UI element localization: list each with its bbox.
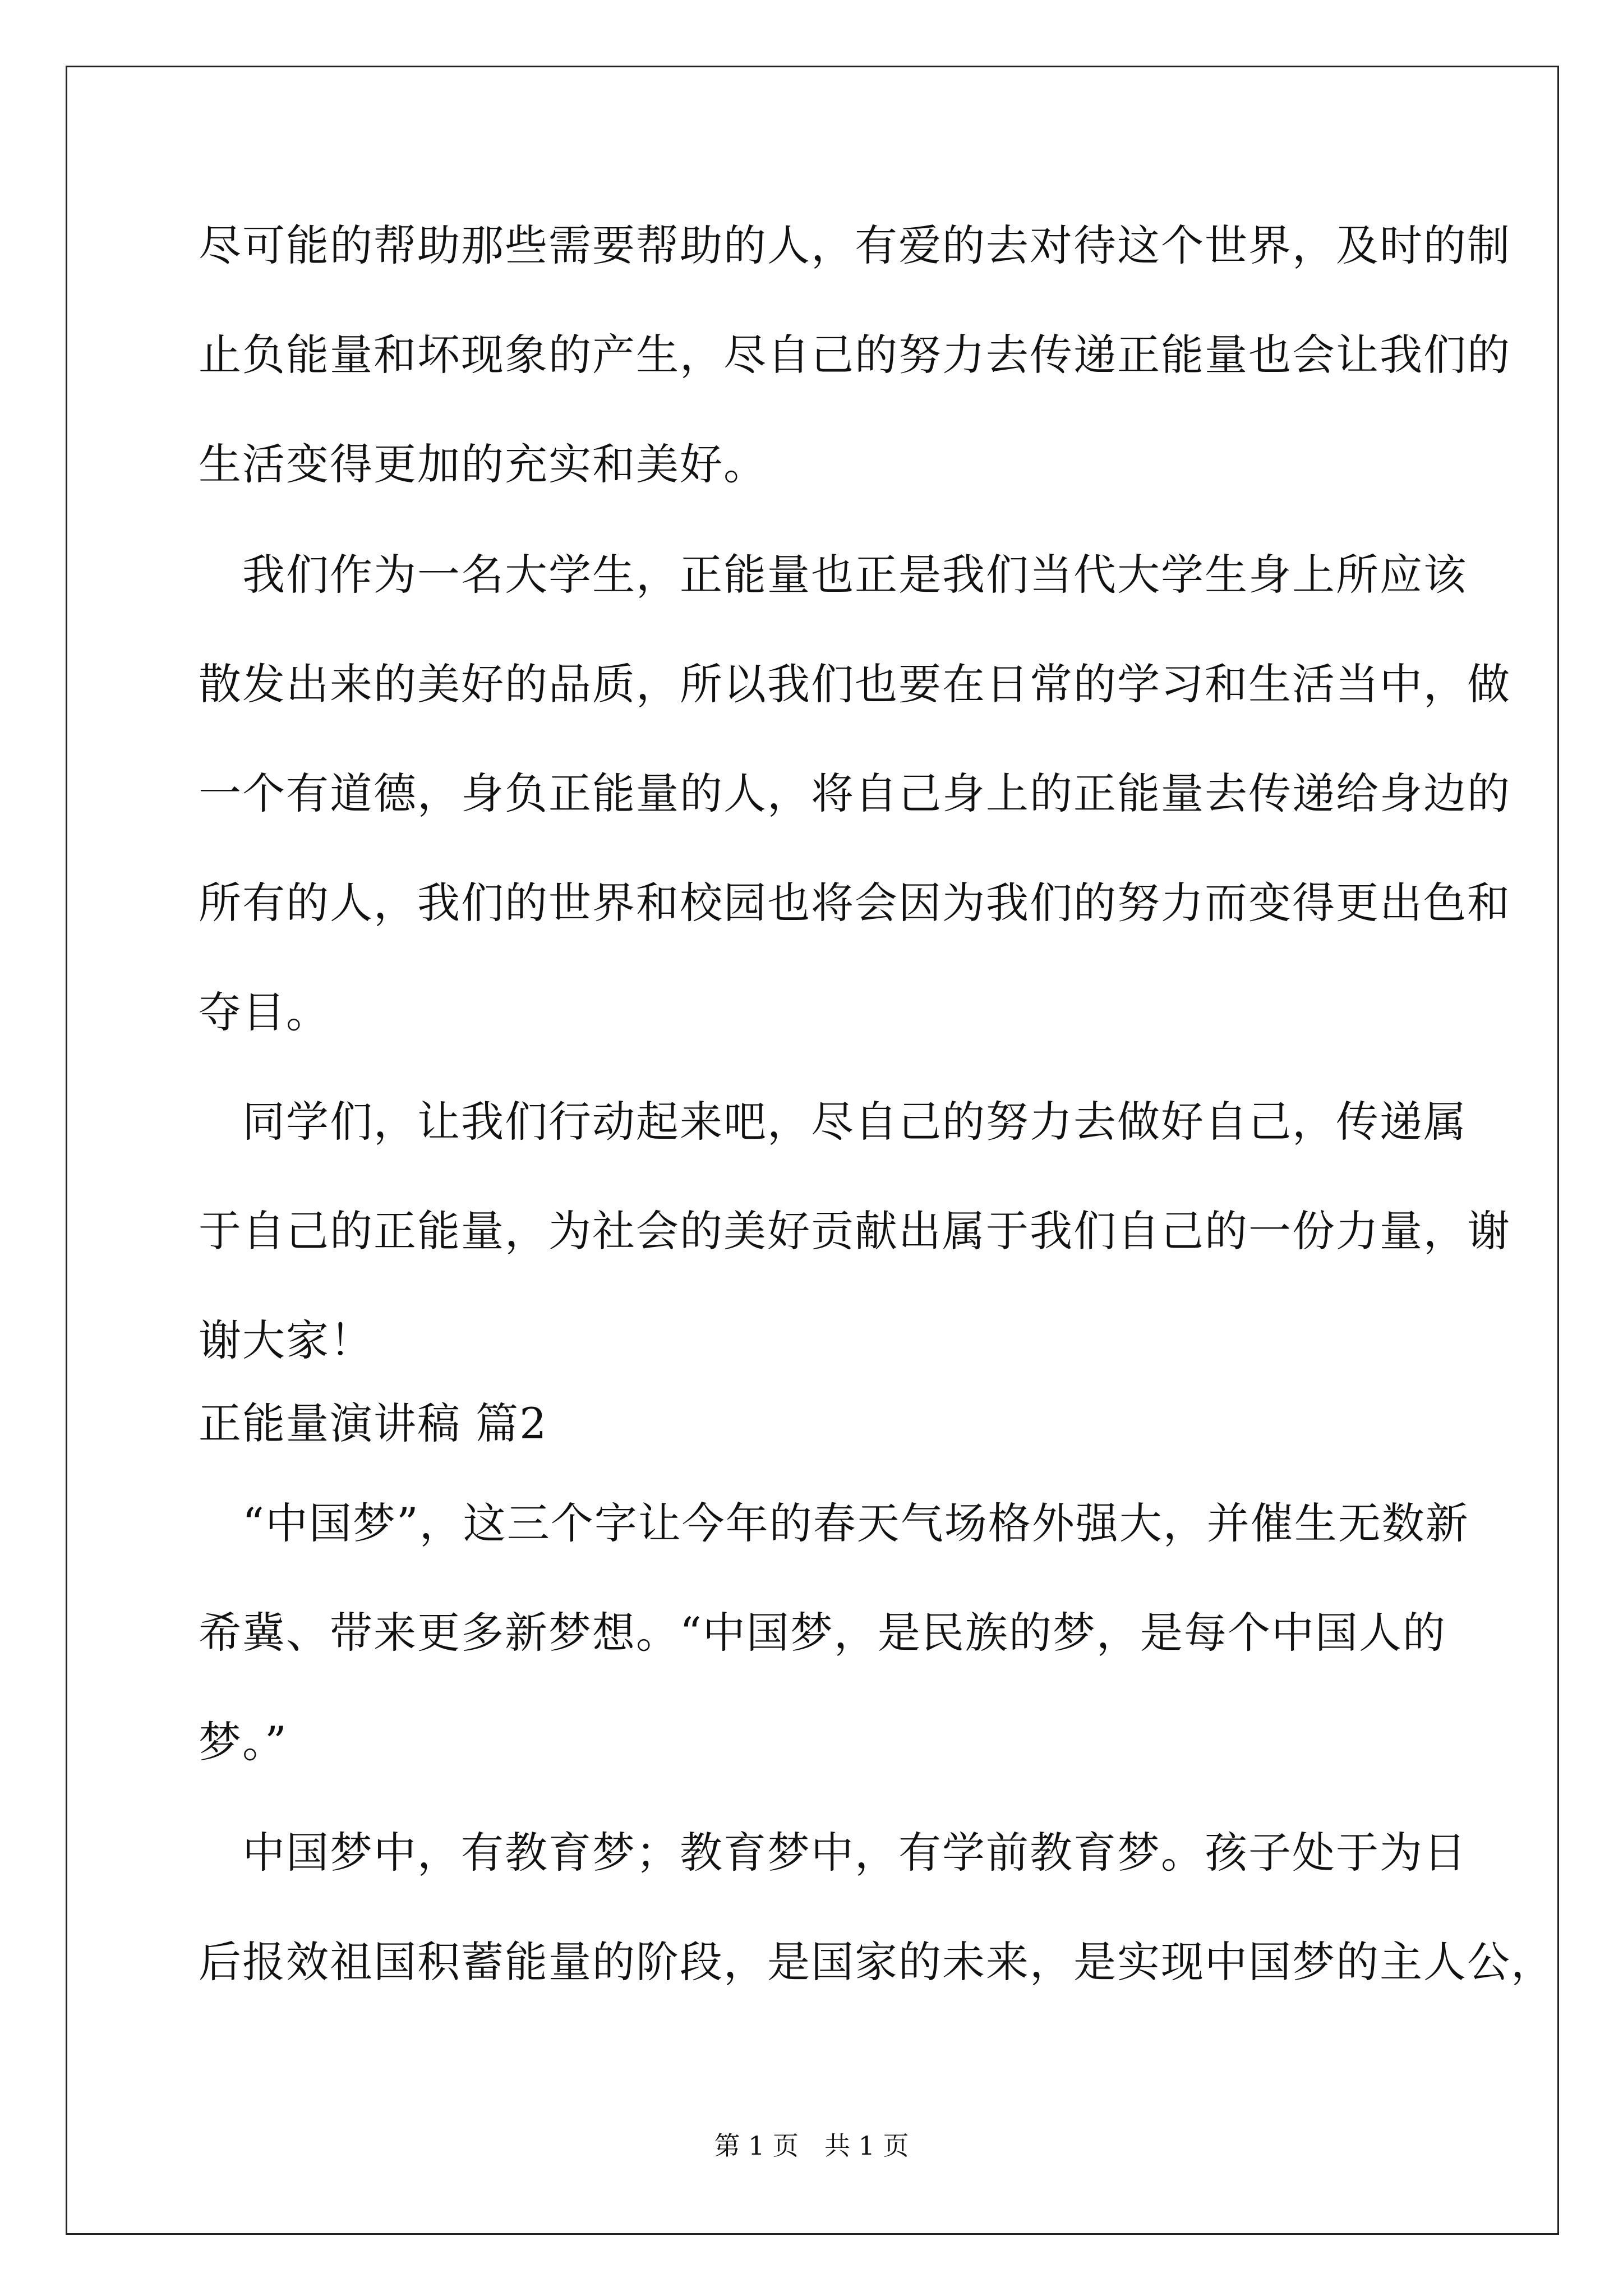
section-heading: 正能量演讲稿 篇2 bbox=[199, 1398, 548, 1448]
paragraph-line: 同学们，让我们行动起来吧，尽自己的努力去做好自己，传递属 bbox=[199, 1097, 1467, 1147]
paragraph-line: 谢大家！ bbox=[199, 1315, 374, 1365]
paragraph-line: “中国梦”，这三个字让今年的春天气场格外强大，并催生无数新 bbox=[199, 1498, 1469, 1548]
paragraph-line: 尽可能的帮助那些需要帮助的人，有爱的去对待这个世界，及时的制 bbox=[199, 220, 1511, 270]
paragraph-line: 希冀、带来更多新梦想。“中国梦，是民族的梦，是每个中国人的 bbox=[199, 1608, 1446, 1658]
paragraph-line: 止负能量和坏现象的产生，尽自己的努力去传递正能量也会让我们的 bbox=[199, 330, 1511, 380]
paragraph-line: 于自己的正能量，为社会的美好贡献出属于我们自己的一份力量，谢 bbox=[199, 1206, 1511, 1256]
paragraph-line: 夺目。 bbox=[199, 987, 330, 1037]
page-border bbox=[66, 66, 1559, 2235]
paragraph-line: 我们作为一名大学生，正能量也正是我们当代大学生身上所应该 bbox=[199, 550, 1467, 600]
paragraph-line: 所有的人，我们的世界和校园也将会因为我们的努力而变得更出色和 bbox=[199, 878, 1511, 928]
paragraph-line: 中国梦中，有教育梦；教育梦中，有学前教育梦。孩子处于为日 bbox=[199, 1828, 1467, 1878]
paragraph-line: 散发出来的美好的品质，所以我们也要在日常的学习和生活当中，做 bbox=[199, 659, 1511, 709]
paragraph-line: 后报效祖国积蓄能量的阶段，是国家的未来，是实现中国梦的主人公， bbox=[199, 1937, 1555, 1987]
page-number-footer: 第 1 页 共 1 页 bbox=[714, 2131, 909, 2161]
paragraph-line: 生活变得更加的充实和美好。 bbox=[199, 439, 767, 489]
paragraph-line: 梦。” bbox=[199, 1717, 288, 1767]
paragraph-line: 一个有道德，身负正能量的人，将自己身上的正能量去传递给身边的 bbox=[199, 769, 1511, 818]
